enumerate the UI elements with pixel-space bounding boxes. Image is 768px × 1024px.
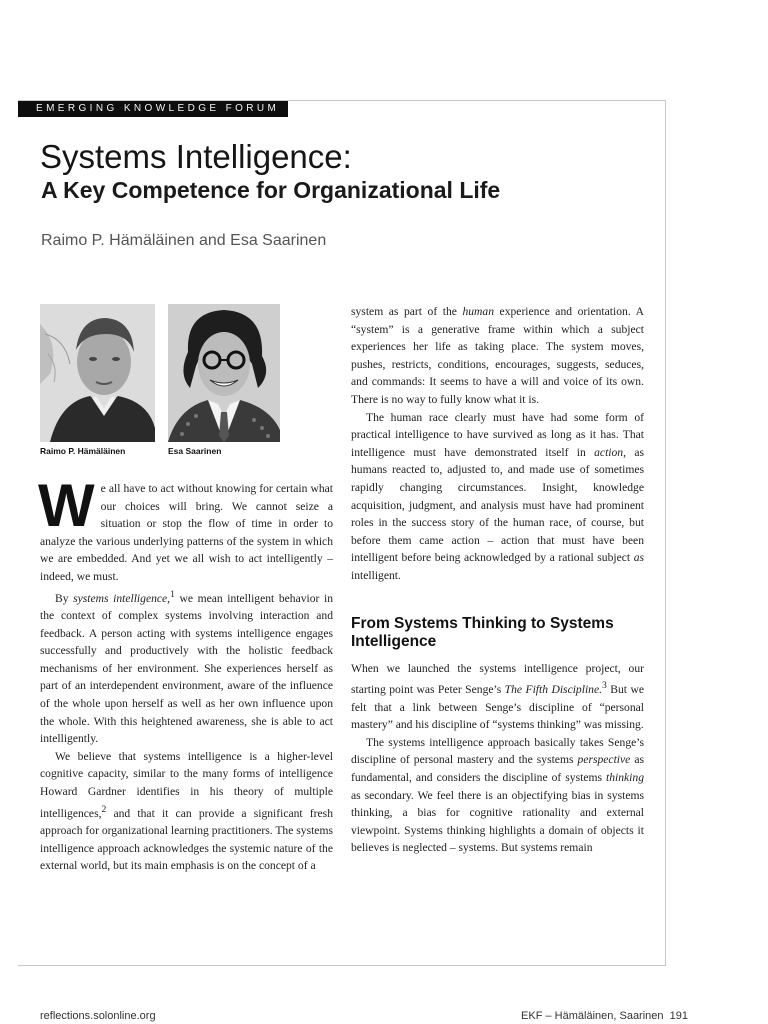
emphasis: as xyxy=(633,551,644,565)
emphasis: systems intelligence, xyxy=(73,591,171,605)
footer-credit xyxy=(521,1010,688,1022)
running-footer: EKF – Hämäläinen, Saarinen xyxy=(521,1010,664,1022)
photo-caption: Esa Saarinen xyxy=(168,446,222,456)
body-column-right xyxy=(351,303,644,857)
portrait-image xyxy=(40,304,155,442)
forum-banner: EMERGING KNOWLEDGE FORUM xyxy=(18,101,288,117)
paragraph: We all have to act without knowing for certain what our choices will bring. We cannot seize a situation or stop the flow of time in order to analyze the various underlying patterns of the system in which we are embedded. And yet we all wish to act intelligently – indeed, we must. xyxy=(38,472,333,583)
article-title: Systems Intelligence: xyxy=(40,138,352,175)
footer-url[interactable]: reflections.solonline.org xyxy=(40,1010,156,1022)
article-authors: Raimo P. Hämäläinen and Esa Saarinen xyxy=(41,232,327,249)
emphasis: action xyxy=(594,445,624,459)
photo-caption: Raimo P. Hämäläinen xyxy=(40,446,126,456)
drop-cap: W xyxy=(38,472,95,539)
body-column-left xyxy=(38,472,333,875)
paragraph: The systems intelligence approach basically takes Senge’s discipline of personal mastery and the systems perspective as fundamental, and considers the discipline of systems thinking as secondary. We feel there is an objectifying bias in systems thinking, a bias for cognitive rationality and external viewpoint. Systems thinking highlights a domain of objects it believes is neglected – systems. But systems remain xyxy=(351,735,644,855)
footnote-ref[interactable]: 1 xyxy=(170,588,175,600)
author-photo-hamalainen xyxy=(40,304,155,442)
portrait-image xyxy=(168,304,280,442)
emphasis: The Fifth Discipline. xyxy=(504,682,603,696)
emphasis: human xyxy=(462,305,495,318)
emphasis: thinking xyxy=(606,770,644,784)
footnote-ref[interactable]: 2 xyxy=(101,803,107,815)
section-heading: From Systems Thinking to Systems Intelligence xyxy=(351,614,614,650)
paragraph: system as part of the human experience and orientation. A “system” is a generative frame within which a subject experiences her life as taking place. The system moves, pushes, restricts, conditions, encourages, suggests, seduces, and commands: It seems to have a will and voice of its own. There is no way to fully know what it is. xyxy=(351,305,644,406)
paragraph: By systems intelligence,$^1$ we mean intelligent behavior in the context of complex systems involving interaction and feedback. A person acting with systems intelligence engages successfully and productively with the holistic feedback mechanisms of her environment. She experiences herself as part of an interdependent environment, aware of the influence of the whole upon herself as well as her own influence upon the whole. With this heightened awareness, she is able to act intelligently. xyxy=(40,588,333,746)
paragraph: The human race clearly must have had some form of practical intelligence to have survived as long as it has. That intelligence must have demonstrated itself in action, as humans reacted to, adjusted to, and made use of sometimes rapidly changing circumstances. Insight, knowledge acquisition, judgment, and analysis must have had prominent roles in the success story of the human race, of course, but before them came action – action that must have been intelligent before being acknowledged by a rational subject as intelligent. xyxy=(351,410,644,582)
article-subtitle: A Key Competence for Organizational Life xyxy=(41,177,501,203)
emphasis: perspective xyxy=(577,753,631,767)
page-number: 191 xyxy=(669,1010,688,1022)
footnote-ref[interactable]: 3 xyxy=(602,680,607,692)
paragraph: When we launched the systems intelligence project, our starting point was Peter Senge’s The Fifth Discipline.$^3$ But we felt that a link between Senge’s discipline of “personal mastery” and his discipline of “systems thinking” was missing. xyxy=(351,661,644,732)
paragraph: We believe that systems intelligence is a higher-level cognitive capacity, similar to the many forms of intelligence Howard Gardner identifies in his theory of multiple intelligences,$^2$ and that it can provide a significant fresh approach for organizational learning practitioners. The systems intelligence approach acknowledges the systemic nature of the external world, but its main emphasis is on the concept of a xyxy=(40,749,333,873)
author-photo-saarinen xyxy=(168,304,280,442)
